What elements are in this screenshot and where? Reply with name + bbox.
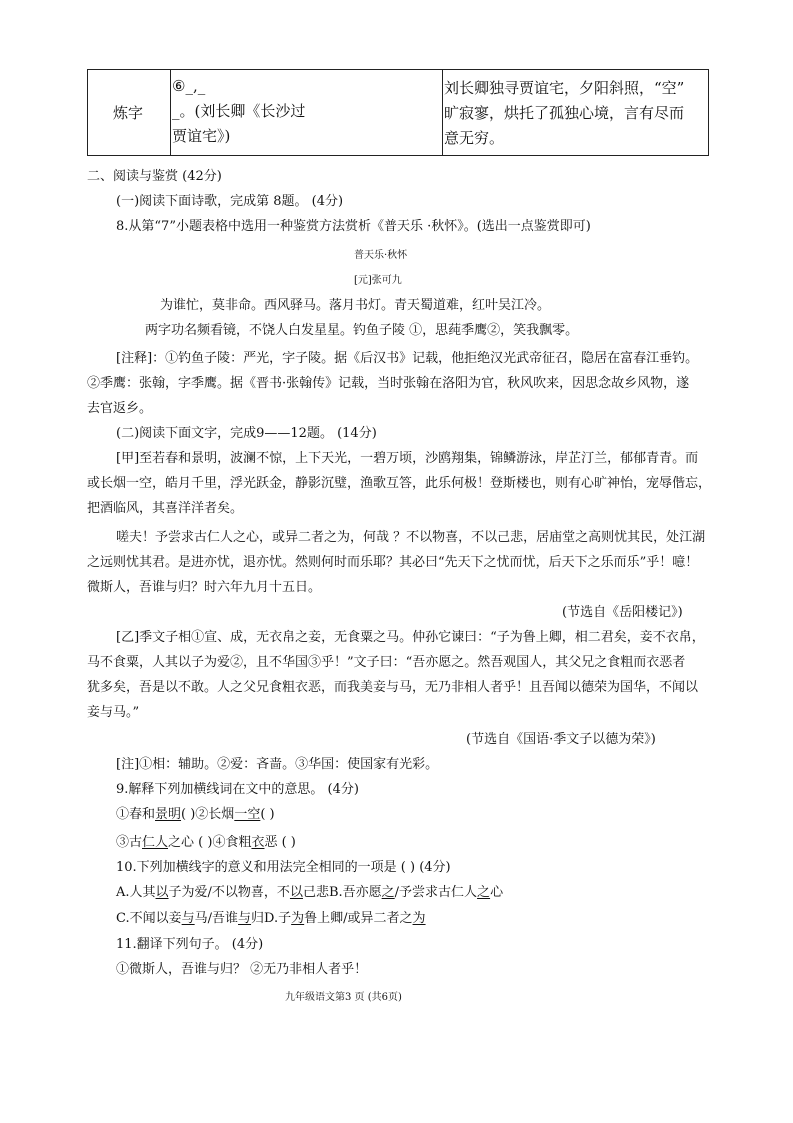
- question-9: 9.解释下列加横线词在文中的意思。 (4分): [116, 782, 359, 797]
- question-10: 10.下列加横线字的意义和用法完全相同的一项是 ( ) (4分): [116, 860, 451, 875]
- section-heading: 二、阅读与鉴赏 (42分): [87, 169, 222, 184]
- q10-b1: C.不闻以妾: [116, 911, 182, 926]
- q9-b1: ③古: [116, 835, 143, 850]
- passage-jia-line-2: 或长烟一空，皓月千里，浮光跃金，静影沉璧，渔歌互答，此乐何极！登斯楼也，则有心旷神怡，宠辱偕忘，: [87, 476, 712, 491]
- q10-a7: /予尝求古仁人: [394, 885, 478, 900]
- q9-a1: ①春和: [116, 807, 156, 822]
- q10-b3: 马/吾谁: [194, 911, 239, 926]
- question-10-options-ab: [116, 881, 503, 900]
- table-mid-line2: _。(刘长卿《长沙过: [172, 102, 306, 120]
- answer-table: [87, 69, 709, 156]
- q10-c-word-2: 与: [238, 911, 252, 926]
- q9-word-yikong: 一空: [234, 807, 261, 822]
- q10-a3: 子为爱/不以物喜，不: [168, 885, 290, 900]
- page-footer: 九年级语文第3 页 (共6页): [285, 992, 402, 1003]
- question-11-items: ①微斯人，吾谁与归？ ②无乃非相人者乎！: [116, 962, 368, 977]
- passage-yi-source: (节选自《国语·季文子以德为荣》): [466, 732, 656, 747]
- question-10-options-cd: [116, 907, 426, 926]
- table-right-cell: [443, 70, 708, 155]
- q10-b-word-2: 之: [477, 885, 491, 900]
- passage-jia-line-3: 把酒临风，其喜洋洋者矣。: [87, 501, 244, 516]
- q9-a5: ( ): [260, 807, 275, 822]
- passage-yi-note: [注]①相：辅助。②爱：吝啬。③华国：使国家有光彩。: [116, 757, 439, 772]
- passage-jia-line-5: 之远则忧其君。是进亦忧，退亦忧。然则何时而乐耶？其必曰“先天下之忧而忧，后天下之乐而乐”乎！噫！: [87, 555, 699, 570]
- note-line-2: ②季鹰：张翰，字季鹰。据《晋书·张翰传》记载，当时张翰在洛阳为官，秋风吹来，因思念故乡风物，遂: [87, 376, 690, 391]
- passage-jia-line-6: 微斯人，吾谁与归？时六年九月十五日。: [87, 580, 322, 595]
- q10-a-word-2: 以: [289, 885, 303, 900]
- part2-heading: (二)阅读下面文字，完成9——12题。 (14分): [116, 426, 377, 441]
- poem-line-1: 为谁忙，莫非命。西风驿马。落月书灯。青天蜀道难，红叶吴江冷。: [160, 298, 551, 313]
- poem-author: [元]张可九: [354, 275, 402, 286]
- q10-a1: A.人其: [116, 885, 156, 900]
- passage-jia-source: (节选自《岳阳楼记》): [562, 605, 683, 620]
- note-line-3: 去官返乡。: [87, 401, 153, 416]
- q10-b7: 鲁上卿/或异二者之: [304, 911, 413, 926]
- question-9-row-1: [116, 803, 275, 822]
- q9-word-jingming: 景明: [155, 807, 182, 822]
- table-mid-line3: 贾谊宅》): [172, 127, 231, 145]
- note-line-1: [注释]：①钓鱼子陵：严光，字子陵。据《后汉书》记载，他拒绝汉光武帝征召，隐居在富春江垂钓。: [116, 351, 699, 366]
- q10-a9: 心: [490, 885, 504, 900]
- table-mid-line1: ⑥_,_: [172, 77, 206, 95]
- q9-b3: 之心 ( )④食粗: [168, 835, 252, 850]
- q10-a5: 己悲B.吾亦愿: [302, 885, 382, 900]
- q10-b-word-1: 之: [381, 885, 395, 900]
- part1-heading: (一)阅读下面诗歌，完成第 8题。 (4分): [116, 194, 344, 209]
- passage-yi-line-4: 妾与马。”: [87, 705, 140, 720]
- q10-d-word-2: 为: [412, 911, 426, 926]
- poem-title: 普天乐·秋怀: [354, 250, 408, 261]
- question-9-row-2: [116, 831, 296, 850]
- table-right-line1: 刘长卿独寻贾谊宅，夕阳斜照，“空”: [444, 79, 685, 97]
- q10-d-word-1: 为: [291, 911, 305, 926]
- passage-jia-line-4: 嗟夫！予尝求古仁人之心，或异二者之为，何哉 ？不以物喜，不以己悲，居庙堂之高则忧其民，处江湖: [116, 530, 706, 545]
- q9-b5: 恶 ( ): [264, 835, 296, 850]
- table-label-cell: [88, 70, 171, 155]
- q9-word-yi: 衣: [251, 835, 265, 850]
- q10-a-word-1: 以: [155, 885, 169, 900]
- table-right-line2: 旷寂寥，烘托了孤独心境，言有尽而: [444, 104, 685, 122]
- question-8: 8.从第“7”小题表格中选用一种鉴赏方法赏析《普天乐 ·秋怀》。(选出一点鉴赏即可): [116, 219, 591, 234]
- q9-word-renren: 仁人: [142, 835, 169, 850]
- q10-b5: 归D.子: [251, 911, 292, 926]
- question-11: 11.翻译下列句子。 (4分): [116, 937, 264, 952]
- passage-yi-line-2: 马不食粟，人其以子为爱②，且不华国③乎！”文子曰：“吾亦愿之。然吾观国人，其父兄之食粗而衣恶者: [87, 655, 686, 670]
- q9-a3: ( )②长烟: [181, 807, 235, 822]
- passage-yi-line-1: [乙]季文子相①宣、成，无衣帛之妾，无食粟之马。仲孙它谏曰：“子为鲁上卿，相二君矣，妾不衣帛，: [116, 630, 705, 645]
- passage-yi-line-3: 犹多矣，吾是以不敢。人之父兄食粗衣恶，而我美妾与马，无乃非相人者乎！且吾闻以德荣为国华，不闻以: [87, 680, 699, 695]
- table-label: 炼字: [113, 104, 144, 122]
- q10-c-word-1: 与: [181, 911, 195, 926]
- table-right-line3: 意无穷。: [444, 129, 505, 147]
- passage-jia-line-1: [甲]至若春和景明，波澜不惊，上下天光，一碧万顷，沙鸥翔集，锦鳞游泳，岸芷汀兰，郁郁青青。而: [116, 451, 699, 466]
- poem-line-2: 两字功名频看镜，不饶人白发星星。钓鱼子陵 ①，思莼季鹰②，笑我飘零。: [145, 323, 579, 338]
- table-middle-cell: [171, 70, 443, 155]
